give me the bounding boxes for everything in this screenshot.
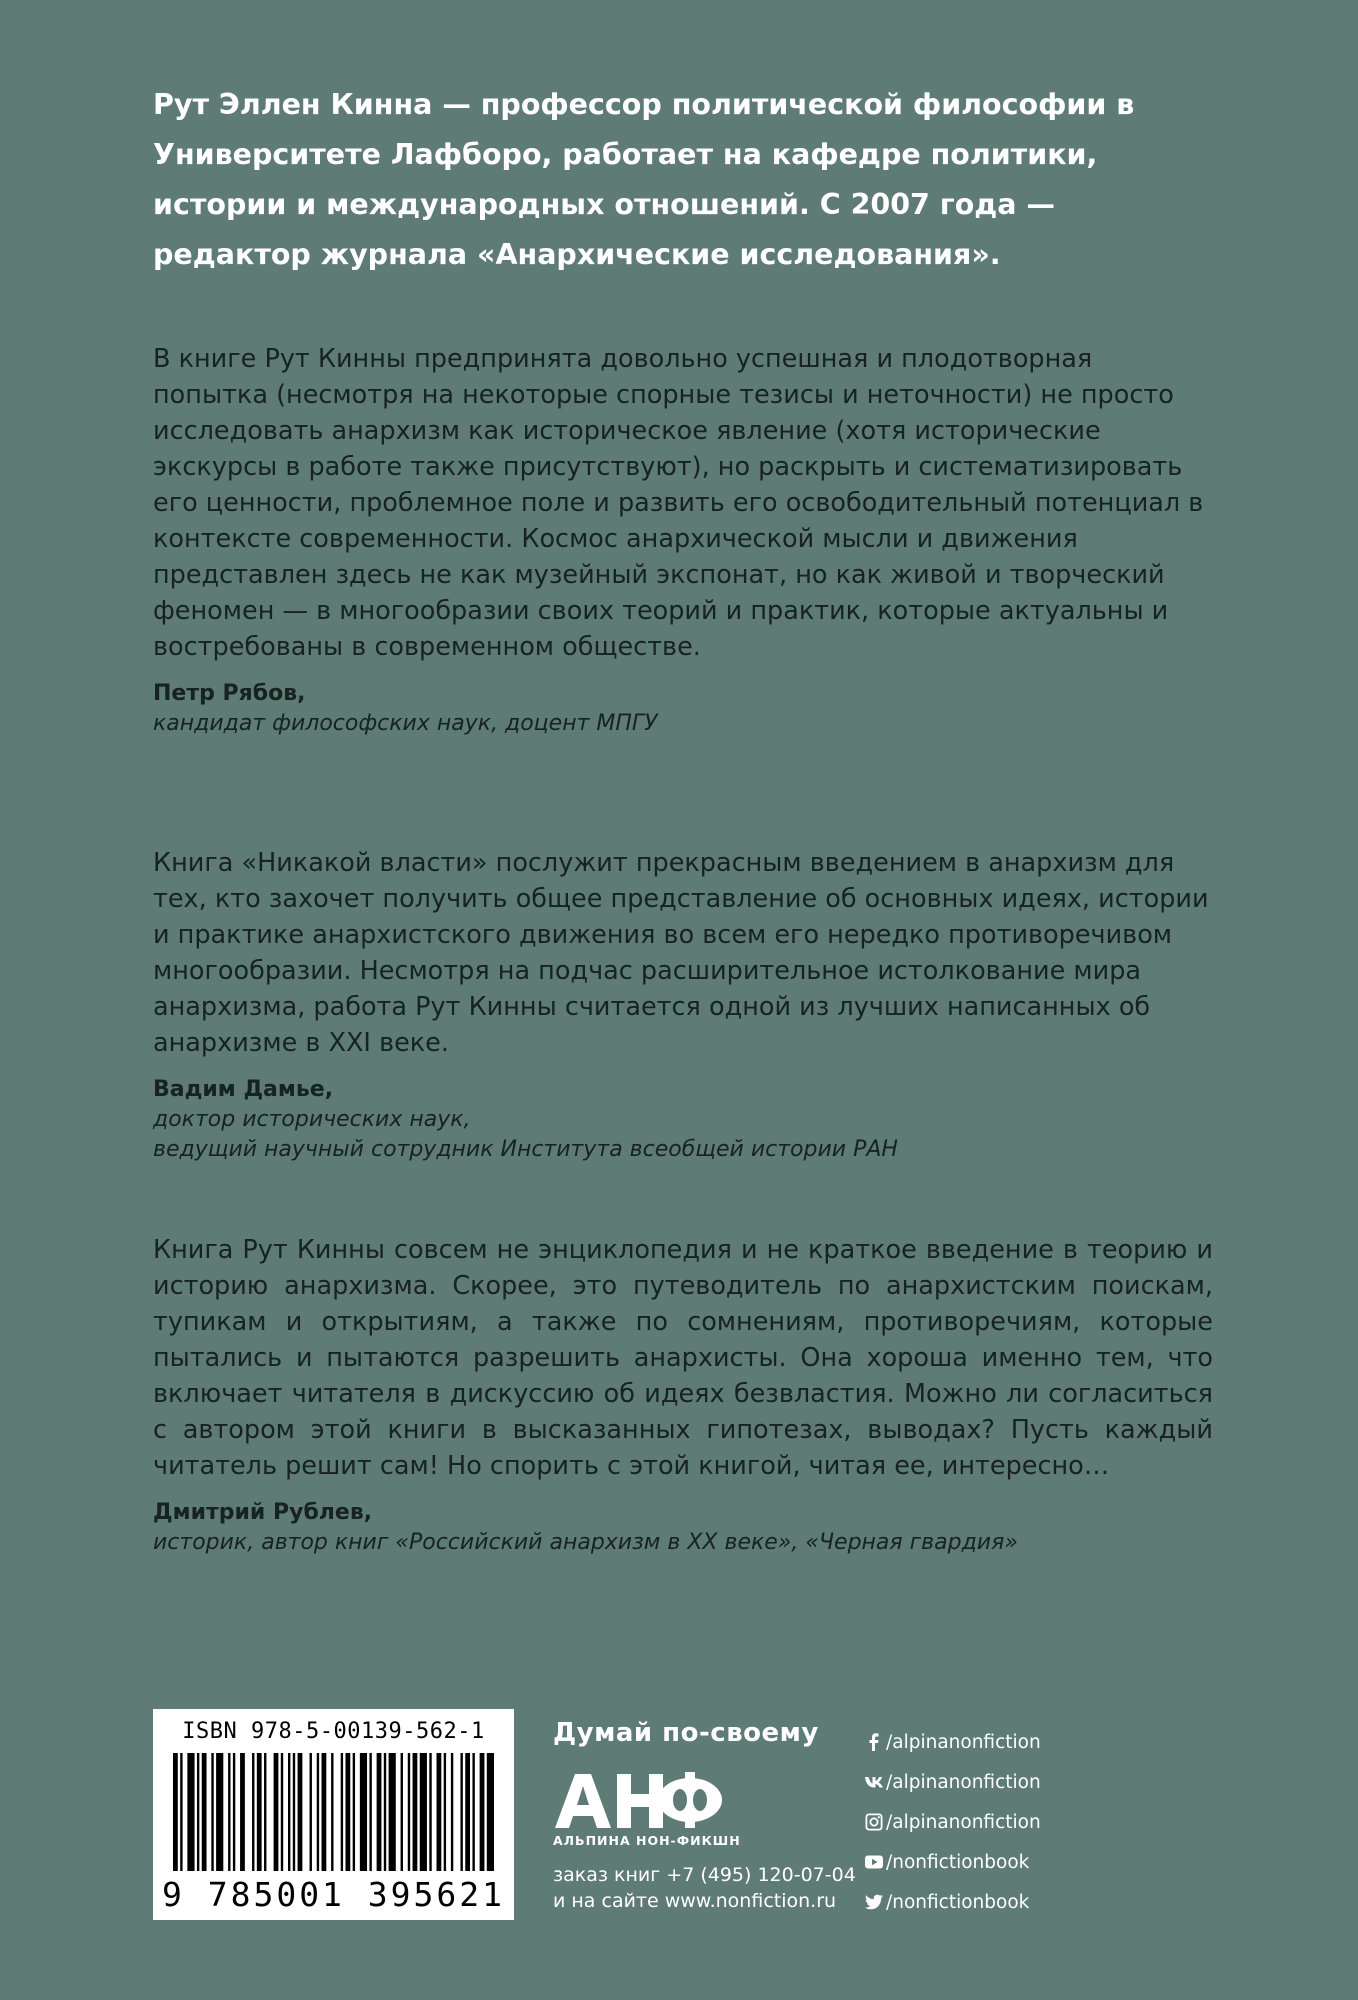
barcode-bar <box>369 1753 371 1871</box>
barcode-bar <box>233 1753 235 1871</box>
barcode-bar <box>180 1753 182 1871</box>
barcode-bar <box>341 1753 343 1871</box>
vk-icon <box>864 1772 884 1792</box>
author-bio: Рут Эллен Кинна — профессор политической философии в Университете Лафборо, работает на кафедре политики, истории и международных отношений. С 2007 года — редактор журнала «Анархические исследования». <box>153 88 1135 271</box>
reviewer-role: историк, автор книг «Российский анархизм в XX веке», «Черная гвардия» <box>153 1530 1018 1555</box>
social-handle: /alpinanonfiction <box>886 1771 1041 1793</box>
barcode-bar <box>197 1753 199 1871</box>
barcode-bar <box>437 1753 442 1871</box>
social-facebook[interactable] <box>864 1722 1041 1762</box>
barcode-bar <box>264 1753 266 1871</box>
barcode-bar <box>202 1753 207 1871</box>
barcode-bar <box>429 1753 431 1871</box>
barcode-bar <box>322 1753 327 1871</box>
social-handle: /alpinanonfiction <box>886 1811 1041 1833</box>
publisher-logo <box>553 1770 725 1830</box>
reviewer-name: Петр Рябов, <box>153 681 306 706</box>
barcode-bars <box>173 1753 494 1871</box>
barcode-bar <box>384 1753 386 1871</box>
isbn-label: ISBN 978-5-00139-562-1 <box>182 1719 485 1744</box>
barcode-bar <box>293 1753 295 1871</box>
social-handle: /nonfictionbook <box>886 1891 1030 1913</box>
reviewer-role: доктор исторических наук, <box>153 1107 471 1132</box>
barcode-bar <box>480 1753 485 1871</box>
barcode-bar <box>420 1753 427 1871</box>
twitter-icon <box>864 1892 884 1912</box>
review-text: Книга «Никакой власти» послужит прекрасным введением в анархизм для тех, кто захочет получить общее представление об основных идеях, истории и практике анархистского движения во всем его нередко противоречивом многообразии. Несмотря на подчас расширительное истолкование мира анархизма, работа Рут Кинны считается одной из лучших написанных об анархизме в XXI веке. <box>153 848 1209 1058</box>
reviewer-role-2: ведущий научный сотрудник Института всеобщей истории РАН <box>153 1137 898 1162</box>
barcode-bar <box>173 1753 178 1871</box>
barcode-bar <box>211 1753 213 1871</box>
barcode-bar <box>288 1753 290 1871</box>
reviewer-name: Вадим Дамье, <box>153 1077 334 1102</box>
social-handle: /nonfictionbook <box>886 1851 1030 1873</box>
barcode-bar <box>216 1753 223 1871</box>
barcode-bar <box>408 1753 410 1871</box>
barcode-bar <box>331 1753 333 1871</box>
barcode-bar <box>413 1753 418 1871</box>
social-twitter[interactable] <box>864 1882 1041 1922</box>
isbn-barcode <box>153 1709 514 1920</box>
youtube-icon <box>864 1852 884 1872</box>
barcode-bar <box>444 1753 446 1871</box>
barcode-bar <box>360 1753 367 1871</box>
barcode-bar <box>345 1753 350 1871</box>
barcode-bar <box>240 1753 245 1871</box>
barcode-bar <box>472 1753 474 1871</box>
barcode-bar <box>252 1753 254 1871</box>
reviewer-role: кандидат философских наук, доцент МПГУ <box>153 711 658 736</box>
barcode-bar <box>389 1753 396 1871</box>
barcode-bar <box>187 1753 194 1871</box>
review-text: Книга Рут Кинны совсем не энциклопедия и не краткое введение в теорию и историю анархизма. Скорее, это путеводитель по анархистским поискам, тупикам и открытиям, а также по сомнениям, противоречиям, которые пытались и пытаются разрешить анархисты. Она хороша именно тем, что включает читателя в дискуссию об идеях безвластия. Можно ли согласиться с автором этой книги в высказанных гипотезах, выводах? Пусть каждый читатель решит сам! Но спорить с этой книгой, читая ее, интересно… <box>153 1235 1213 1481</box>
barcode-bar <box>298 1753 303 1871</box>
social-vk[interactable] <box>864 1762 1041 1802</box>
barcode-bar <box>465 1753 470 1871</box>
facebook-icon <box>864 1732 884 1752</box>
social-links <box>864 1722 1041 1922</box>
instagram-icon <box>864 1812 884 1832</box>
review-damier <box>153 845 1213 1165</box>
barcode-bar <box>451 1753 453 1871</box>
order-site: и на сайте www.nonfiction.ru <box>553 1890 837 1912</box>
barcode-bar <box>257 1753 262 1871</box>
barcode-bar <box>377 1753 382 1871</box>
order-phone: заказ книг +7 (495) 120-07-04 <box>553 1864 856 1886</box>
barcode-bar <box>353 1753 355 1871</box>
publisher-slogan: Думай по-своему <box>553 1718 819 1748</box>
barcode-bar <box>274 1753 279 1871</box>
publisher-name: АЛЬПИНА НОН-ФИКШН <box>553 1833 741 1848</box>
ean-digits: 9 785001 395621 <box>161 1875 505 1914</box>
barcode-bar <box>281 1753 283 1871</box>
reviewer-name: Дмитрий Рублев, <box>153 1500 373 1525</box>
social-handle: /alpinanonfiction <box>886 1731 1041 1753</box>
review-ryabov <box>153 341 1213 739</box>
barcode-bar <box>460 1753 462 1871</box>
review-text: В книге Рут Кинны предпринята довольно успешная и плодотворная попытка (несмотря на некоторые спорные тезисы и неточности) не просто исследовать анархизм как историческое явление (хотя исторические экскурсы в работе также присутствуют), но раскрыть и систематизировать его ценности, проблемное поле и развить его освободительный потенциал в контексте современности. Космос анархической мысли и движения представлен здесь не как музейный экспонат, но как живой и творческий феномен — в многообразии своих теорий и практик, которые актуальны и востребованы в современном обществе. <box>153 344 1204 662</box>
barcode-bar <box>310 1753 312 1871</box>
barcode-bar <box>487 1753 494 1871</box>
review-rublev <box>153 1232 1213 1558</box>
barcode-bar <box>317 1753 319 1871</box>
barcode-bar <box>401 1753 403 1871</box>
barcode-bar <box>228 1753 230 1871</box>
social-youtube[interactable] <box>864 1842 1041 1882</box>
social-instagram[interactable] <box>864 1802 1041 1842</box>
